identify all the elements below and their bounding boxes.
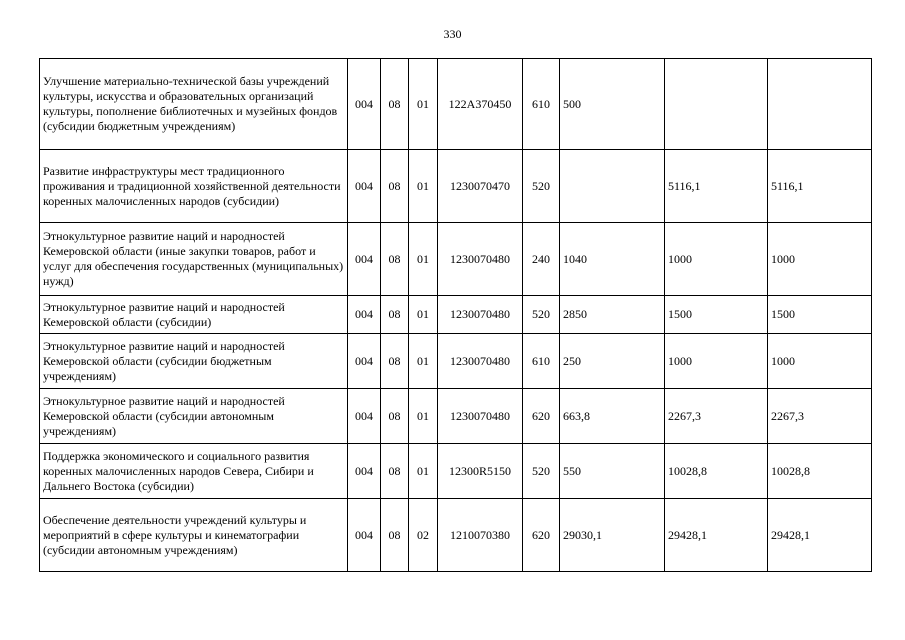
- expense-type-code: 610: [523, 59, 560, 150]
- ministry-code: 004: [348, 334, 381, 389]
- ministry-code: 004: [348, 150, 381, 223]
- amount-year-1: 663,8: [560, 389, 665, 444]
- expense-type-code: 520: [523, 150, 560, 223]
- row-description: Этнокультурное развитие наций и народностей Кемеровской области (субсидии бюджетным учреждениям): [40, 334, 348, 389]
- target-article-code: 122A370450: [438, 59, 523, 150]
- target-article-code: 1230070480: [438, 389, 523, 444]
- subsection-code: 01: [409, 223, 438, 296]
- amount-year-1: 1040: [560, 223, 665, 296]
- target-article-code: 1230070480: [438, 296, 523, 334]
- row-description: Этнокультурное развитие наций и народностей Кемеровской области (субсидии автономным учреждениям): [40, 389, 348, 444]
- amount-year-2: 1000: [665, 223, 768, 296]
- amount-year-2: 1000: [665, 334, 768, 389]
- amount-year-2: 10028,8: [665, 444, 768, 499]
- expense-type-code: 620: [523, 389, 560, 444]
- subsection-code: 01: [409, 150, 438, 223]
- amount-year-1: 500: [560, 59, 665, 150]
- section-code: 08: [381, 389, 409, 444]
- row-description: Этнокультурное развитие наций и народностей Кемеровской области (субсидии): [40, 296, 348, 334]
- target-article-code: 12300R5150: [438, 444, 523, 499]
- amount-year-3: 2267,3: [768, 389, 872, 444]
- ministry-code: 004: [348, 296, 381, 334]
- amount-year-3: 29428,1: [768, 499, 872, 572]
- section-code: 08: [381, 499, 409, 572]
- table-row: [40, 59, 872, 150]
- table-row: [40, 296, 872, 334]
- expense-type-code: 240: [523, 223, 560, 296]
- ministry-code: 004: [348, 389, 381, 444]
- amount-year-3: 10028,8: [768, 444, 872, 499]
- amount-year-2: 29428,1: [665, 499, 768, 572]
- amount-year-3: 5116,1: [768, 150, 872, 223]
- expense-type-code: 520: [523, 444, 560, 499]
- amount-year-1: 550: [560, 444, 665, 499]
- row-description: Развитие инфраструктуры мест традиционного проживания и традиционной хозяйственной деятельности коренных малочисленных народов (субсидии): [40, 150, 348, 223]
- subsection-code: 01: [409, 444, 438, 499]
- target-article-code: 1230070480: [438, 334, 523, 389]
- amount-year-3: 1000: [768, 334, 872, 389]
- subsection-code: 02: [409, 499, 438, 572]
- subsection-code: 01: [409, 296, 438, 334]
- section-code: 08: [381, 444, 409, 499]
- section-code: 08: [381, 59, 409, 150]
- table-row: [40, 150, 872, 223]
- subsection-code: 01: [409, 59, 438, 150]
- section-code: 08: [381, 296, 409, 334]
- row-description: Поддержка экономического и социального развития коренных малочисленных народов Севера, Сибири и Дальнего Востока (субсидии): [40, 444, 348, 499]
- table-row: [40, 334, 872, 389]
- amount-year-2: 1500: [665, 296, 768, 334]
- amount-year-1: 2850: [560, 296, 665, 334]
- amount-year-1: [560, 150, 665, 223]
- target-article-code: 1230070480: [438, 223, 523, 296]
- target-article-code: 1230070470: [438, 150, 523, 223]
- subsection-code: 01: [409, 389, 438, 444]
- row-description: Улучшение материально-технической базы учреждений культуры, искусства и образовательных организаций культуры, пополнение библиотечных и музейных фондов (субсидии бюджетным учреждениям): [40, 59, 348, 150]
- row-description: Этнокультурное развитие наций и народностей Кемеровской области (иные закупки товаров, работ и услуг для обеспечения государственных (муниципальных) нужд): [40, 223, 348, 296]
- expense-type-code: 520: [523, 296, 560, 334]
- expense-type-code: 620: [523, 499, 560, 572]
- amount-year-3: 1000: [768, 223, 872, 296]
- table-row: [40, 223, 872, 296]
- table-row: [40, 389, 872, 444]
- page-number: 330: [443, 27, 462, 41]
- amount-year-1: 250: [560, 334, 665, 389]
- amount-year-3: [768, 59, 872, 150]
- table-row: [40, 444, 872, 499]
- section-code: 08: [381, 150, 409, 223]
- expense-type-code: 610: [523, 334, 560, 389]
- table-row: [40, 499, 872, 572]
- section-code: 08: [381, 334, 409, 389]
- amount-year-2: [665, 59, 768, 150]
- ministry-code: 004: [348, 59, 381, 150]
- target-article-code: 1210070380: [438, 499, 523, 572]
- amount-year-1: 29030,1: [560, 499, 665, 572]
- budget-table: [39, 58, 872, 572]
- section-code: 08: [381, 223, 409, 296]
- ministry-code: 004: [348, 499, 381, 572]
- subsection-code: 01: [409, 334, 438, 389]
- amount-year-2: 5116,1: [665, 150, 768, 223]
- ministry-code: 004: [348, 444, 381, 499]
- ministry-code: 004: [348, 223, 381, 296]
- row-description: Обеспечение деятельности учреждений культуры и мероприятий в сфере культуры и кинематографии (субсидии автономным учреждениям): [40, 499, 348, 572]
- amount-year-2: 2267,3: [665, 389, 768, 444]
- amount-year-3: 1500: [768, 296, 872, 334]
